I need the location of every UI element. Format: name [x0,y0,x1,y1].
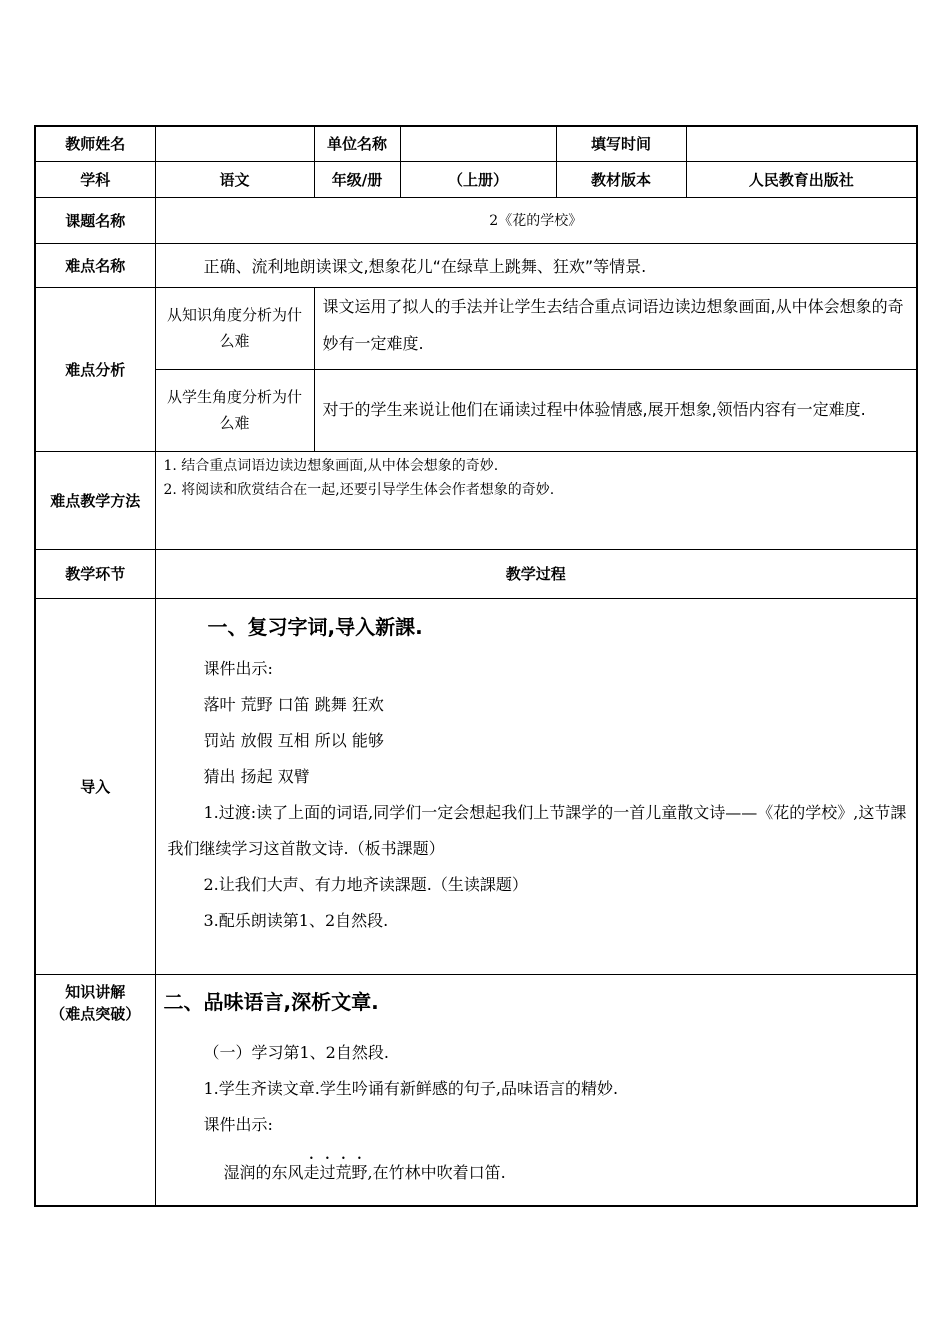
intro-word-line: 罚站 放假 互相 所以 能够 [203,730,384,750]
knowledge-angle-value: 课文运用了拟人的手法并让学生去结合重点词语边读边想象画面,从中体会想象的奇妙有一定难度. [314,287,917,369]
method-label: 难点教学方法 [35,451,155,549]
unit-label: 单位名称 [314,126,400,161]
student-angle-value: 对于的学生来说让他们在诵读过程中体验情感,展开想象,领悟内容有一定难度. [314,369,917,451]
knowledge-sub: （一）学习第1、2自然段. [203,1042,389,1062]
subject-value: 语文 [155,161,314,197]
difficulty-value: 正确、流利地朗读课文,想象花儿“在绿草上跳舞、狂欢”等情景. [155,243,917,287]
quote-emphasis: 走过荒野 [303,1162,368,1182]
method-row [35,451,917,549]
knowledge-courseware-label: 课件出示: [203,1114,273,1134]
method-list [155,451,917,549]
teacher-value [155,126,314,161]
intro-word-line: 落叶 荒野 口笛 跳舞 狂欢 [203,694,384,714]
topic-label: 课题名称 [35,197,155,243]
intro-row [35,598,917,974]
intro-courseware-label: 课件出示: [203,658,273,678]
subject-label: 学科 [35,161,155,197]
knowledge-label-line-2: （难点突破） [50,1004,141,1023]
teacher-label: 教师姓名 [35,126,155,161]
intro-heading: 一、复习字词,导入新課. [207,614,423,639]
analysis-label: 难点分析 [35,287,155,451]
intro-word-line: 猜出 扬起 双臂 [203,766,310,786]
quote-before: 湿润的东风 [223,1162,304,1182]
knowledge-row [35,974,917,1206]
edition-value: 人民教育出版社 [686,161,917,197]
grade-label: 年级/册 [314,161,400,197]
analysis-row-student [35,369,917,451]
knowledge-heading: 二、品味语言,深析文章. [163,989,379,1014]
subject-row [35,161,917,197]
intro-label: 导入 [35,598,155,974]
date-value [686,126,917,161]
process-label: 教学过程 [155,549,917,598]
method-item: 2. 将阅读和欣赏结合在一起,还要引导学生体会作者想象的奇妙. [163,481,555,498]
student-angle-label: 从学生角度分析为什么难 [155,369,314,451]
process-header-row [35,549,917,598]
method-item: 1. 结合重点词语边读边想象画面,从中体会想象的奇妙. [163,457,499,474]
knowledge-quote [164,1153,909,1193]
grade-value: （上册） [400,161,556,197]
edition-label: 教材版本 [556,161,686,197]
knowledge-angle-label: 从知识角度分析为什么难 [155,287,314,369]
intro-step-2: 2.让我们大声、有力地齐读課题.（生读課题） [203,874,528,894]
knowledge-step-1: 1.学生齐读文章.学生吟诵有新鲜感的句子,品味语言的精妙. [203,1078,619,1098]
intro-content [155,598,917,974]
topic-value: 2《花的学校》 [155,197,917,243]
knowledge-content [155,974,917,1206]
topic-row [35,197,917,243]
difficulty-row [35,243,917,287]
lesson-plan-table [34,125,918,1207]
analysis-row-knowledge [35,287,917,369]
lesson-plan [34,125,916,1207]
stage-label: 教学环节 [35,549,155,598]
unit-value [400,126,556,161]
knowledge-label [35,974,155,1206]
header-row [35,126,917,161]
knowledge-label-line-1: 知识讲解 [65,982,126,1001]
date-label: 填写时间 [556,126,686,161]
intro-step-3: 3.配乐朗读第1、2自然段. [203,910,389,930]
intro-step-1: 1.过渡:读了上面的词语,同学们一定会想起我们上节課学的一首儿童散文诗——《花的学校》,这节課我们继续学习这首散文诗.（板书課题） [167,802,907,858]
difficulty-label: 难点名称 [35,243,155,287]
quote-after: ,在竹林中吹着口笛. [367,1162,506,1182]
